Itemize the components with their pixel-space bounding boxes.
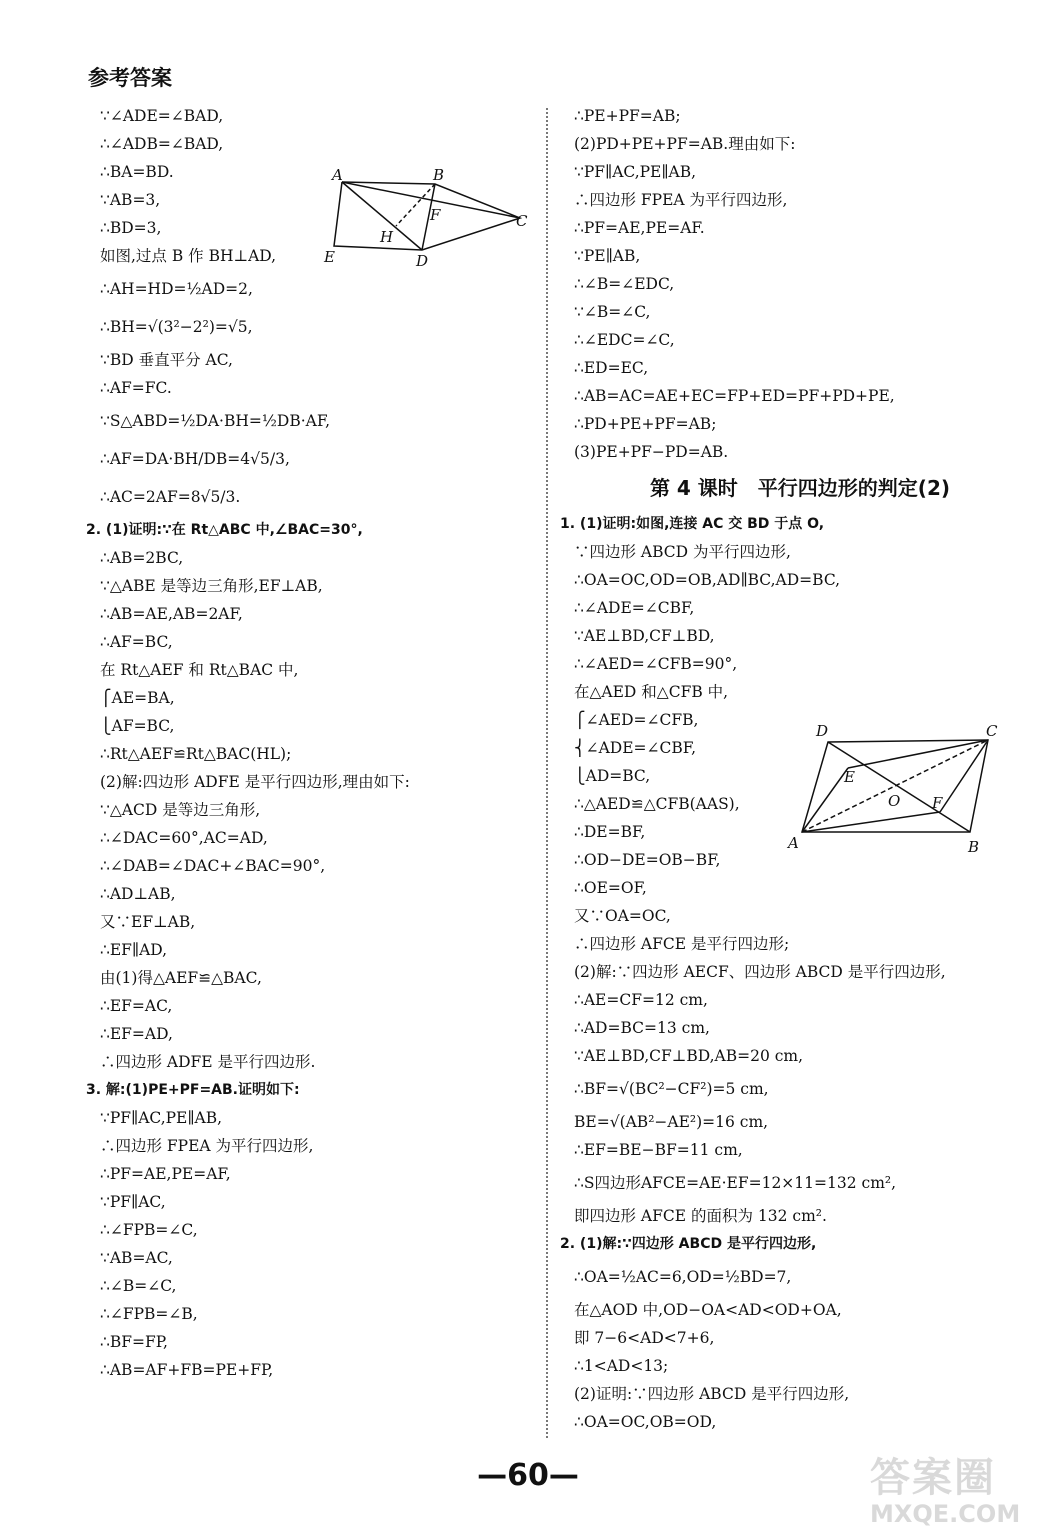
answer-line: ∴AC=2AF=8√5/3. <box>100 488 241 506</box>
answer-line: ∴OD−DE=OB−BF, <box>574 851 721 869</box>
answer-line: ∴AF=BC, <box>100 633 173 651</box>
fig1-label-h: H <box>380 228 394 246</box>
answer-line: ∵四边形 ABCD 为平行四边形, <box>574 543 791 561</box>
answer-line: ⎩AD=BC, <box>574 767 651 785</box>
answer-line: ∴AB=AF+FB=PE+FP, <box>100 1361 274 1379</box>
answer-line: ⎧AE=BA, <box>100 689 175 707</box>
answer-line: ∵AB=AC, <box>100 1249 173 1267</box>
fig1-label-a: A <box>332 166 343 184</box>
answer-line: ∴OE=OF, <box>574 879 647 897</box>
answer-line: ∴AF=DA·BH/DB=4√5/3, <box>100 450 290 468</box>
answer-line: (3)PE+PF−PD=AB. <box>574 443 729 461</box>
answer-line: 又∵OA=OC, <box>574 907 671 925</box>
fig1-label-b: B <box>433 166 445 184</box>
page-header: 参考答案 <box>88 66 172 90</box>
answer-line: 3. 解:(1)PE+PF=AB.证明如下: <box>86 1082 300 1098</box>
fig2-label-c: C <box>986 722 998 740</box>
answer-line: ∴AB=AC=AE+EC=FP+ED=PF+PD+PE, <box>574 387 895 405</box>
fig1-label-d: D <box>416 252 429 270</box>
answer-line: ∵PE∥AB, <box>574 247 641 265</box>
answer-line: ∵AB=3, <box>100 191 161 209</box>
answer-line: ∴EF∥AD, <box>100 941 168 959</box>
answer-line: ∵∠ADE=∠BAD, <box>100 107 224 125</box>
answer-line: ∴AD⊥AB, <box>100 885 176 903</box>
answer-line: ∴PF=AE,PE=AF, <box>100 1165 231 1183</box>
answer-line: ∵∠B=∠C, <box>574 303 651 321</box>
answer-line: ∴BA=BD. <box>100 163 174 181</box>
answer-line: ∴BF=√(BC²−CF²)=5 cm, <box>574 1080 769 1098</box>
answer-line: 即 7−6<AD<7+6, <box>574 1329 715 1347</box>
answer-line: ∴∠ADE=∠CBF, <box>574 599 695 617</box>
answer-line: 1. (1)证明:如图,连接 AC 交 BD 于点 O, <box>560 516 825 532</box>
answer-line: ∴PF=AE,PE=AF. <box>574 219 705 237</box>
fig2-label-a: A <box>788 834 799 852</box>
answer-line: (2)PD+PE+PF=AB.理由如下: <box>574 135 796 153</box>
answer-line: ∴∠FPB=∠C, <box>100 1221 198 1239</box>
fig1-label-f: F <box>430 206 441 224</box>
answer-line: ∴∠EDC=∠C, <box>574 331 675 349</box>
answer-line: ∴∠B=∠C, <box>100 1277 177 1295</box>
answer-line: 2. (1)解:∵四边形 ABCD 是平行四边形, <box>560 1236 817 1252</box>
answer-line: ∵PF∥AC,PE∥AB, <box>100 1109 223 1127</box>
answer-line: ∵PF∥AC, <box>100 1193 166 1211</box>
answer-line: ∴∠DAC=60°,AC=AD, <box>100 829 268 847</box>
answer-line: BE=√(AB²−AE²)=16 cm, <box>574 1113 769 1131</box>
answer-line: ∴OA=½AC=6,OD=½BD=7, <box>574 1268 792 1286</box>
answer-line: ∵PF∥AC,PE∥AB, <box>574 163 697 181</box>
answer-line: ∴△AED≌△CFB(AAS), <box>574 795 740 813</box>
answer-line: 由(1)得△AEF≌△BAC, <box>100 969 262 987</box>
answer-line: ∴AD=BC=13 cm, <box>574 1019 710 1037</box>
answer-line: 又∵EF⊥AB, <box>100 913 196 931</box>
answer-line: ∵BD 垂直平分 AC, <box>100 351 233 369</box>
answer-line: ∵S△ABD=½DA·BH=½DB·AF, <box>100 412 331 430</box>
answer-line: 即四边形 AFCE 的面积为 132 cm². <box>574 1207 827 1225</box>
answer-line: 在 Rt△AEF 和 Rt△BAC 中, <box>100 661 299 679</box>
answer-line: ∴BF=FP, <box>100 1333 168 1351</box>
fig2-label-o: O <box>888 792 901 810</box>
answer-line: ∴PE+PF=AB; <box>574 107 681 125</box>
answer-line: ∴∠ADB=∠BAD, <box>100 135 224 153</box>
watermark-logo: 答案圈 <box>870 1455 996 1501</box>
answer-line: ∴四边形 ADFE 是平行四边形. <box>100 1053 316 1071</box>
answer-line: ∴ED=EC, <box>574 359 649 377</box>
answer-line: ∴1<AD<13; <box>574 1357 669 1375</box>
answer-line: (2)解:∵四边形 AECF、四边形 ABCD 是平行四边形, <box>574 963 946 981</box>
answer-line: ∴BH=√(3²−2²)=√5, <box>100 318 253 336</box>
answer-line: 在△AED 和△CFB 中, <box>574 683 729 701</box>
answer-line: ∴EF=BE−BF=11 cm, <box>574 1141 743 1159</box>
answer-line: ∴∠DAB=∠DAC+∠BAC=90°, <box>100 857 326 875</box>
geometry-figure-2 <box>782 718 1012 858</box>
answer-line: ⎩AF=BC, <box>100 717 175 735</box>
answer-line: ∴AF=FC. <box>100 379 172 397</box>
answer-line: ⎧∠AED=∠CFB, <box>574 711 699 729</box>
answer-line: ∴EF=AC, <box>100 997 173 1015</box>
answer-line: 如图,过点 B 作 BH⊥AD, <box>100 247 277 265</box>
fig2-label-e: E <box>844 768 855 786</box>
answer-line: ∵△ACD 是等边三角形, <box>100 801 261 819</box>
answer-line: ∴∠AED=∠CFB=90°, <box>574 655 738 673</box>
answer-line: ∴OA=OC,OD=OB,AD∥BC,AD=BC, <box>574 571 841 589</box>
fig1-label-c: C <box>516 212 528 230</box>
answer-line: ∴PD+PE+PF=AB; <box>574 415 717 433</box>
geometry-figure-1 <box>320 162 540 270</box>
answer-line: ∴∠B=∠EDC, <box>574 275 675 293</box>
fig2-label-d: D <box>816 722 829 740</box>
answer-line: ∴DE=BF, <box>574 823 646 841</box>
answer-line: ∵AE⊥BD,CF⊥BD, <box>574 627 715 645</box>
answer-line: ∴四边形 FPEA 为平行四边形, <box>574 191 788 209</box>
answer-line: ∴S四边形AFCE=AE·EF=12×11=132 cm², <box>574 1174 897 1192</box>
answer-line: 2. (1)证明:∵在 Rt△ABC 中,∠BAC=30°, <box>86 522 363 538</box>
answer-line: ∴OA=OC,OB=OD, <box>574 1413 717 1431</box>
answer-line: ∴EF=AD, <box>100 1025 173 1043</box>
watermark-url: MXQE.COM <box>870 1500 1021 1528</box>
answer-line: ∴四边形 AFCE 是平行四边形; <box>574 935 790 953</box>
answer-line: (2)证明:∵四边形 ABCD 是平行四边形, <box>574 1385 850 1403</box>
answer-line: ∵AE⊥BD,CF⊥BD,AB=20 cm, <box>574 1047 804 1065</box>
fig2-label-f: F <box>932 794 943 812</box>
answer-line: ∴Rt△AEF≌Rt△BAC(HL); <box>100 745 292 763</box>
answer-line: ∵△ABE 是等边三角形,EF⊥AB, <box>100 577 323 595</box>
answer-line: ∴BD=3, <box>100 219 162 237</box>
watermark <box>870 1455 1046 1529</box>
left-column <box>86 102 538 1384</box>
fig1-label-e: E <box>324 248 335 266</box>
answer-line: 在△AOD 中,OD−OA<AD<OD+OA, <box>574 1301 842 1319</box>
answer-line: (2)解:四边形 ADFE 是平行四边形,理由如下: <box>100 773 410 791</box>
page-number: —60— <box>477 1458 579 1493</box>
column-divider <box>546 108 548 1438</box>
answer-line: ∴∠FPB=∠B, <box>100 1305 198 1323</box>
answer-line: ∴AB=AE,AB=2AF, <box>100 605 243 623</box>
answer-line: ∴AE=CF=12 cm, <box>574 991 708 1009</box>
section-title: 第 4 课时 平行四边形的判定(2) <box>649 476 951 500</box>
answer-line: ⎨∠ADE=∠CBF, <box>574 739 697 757</box>
answer-line: ∴AH=HD=½AD=2, <box>100 280 253 298</box>
answer-line: ∴四边形 FPEA 为平行四边形, <box>100 1137 314 1155</box>
fig2-label-b: B <box>968 838 980 856</box>
answer-line: ∴AB=2BC, <box>100 549 184 567</box>
